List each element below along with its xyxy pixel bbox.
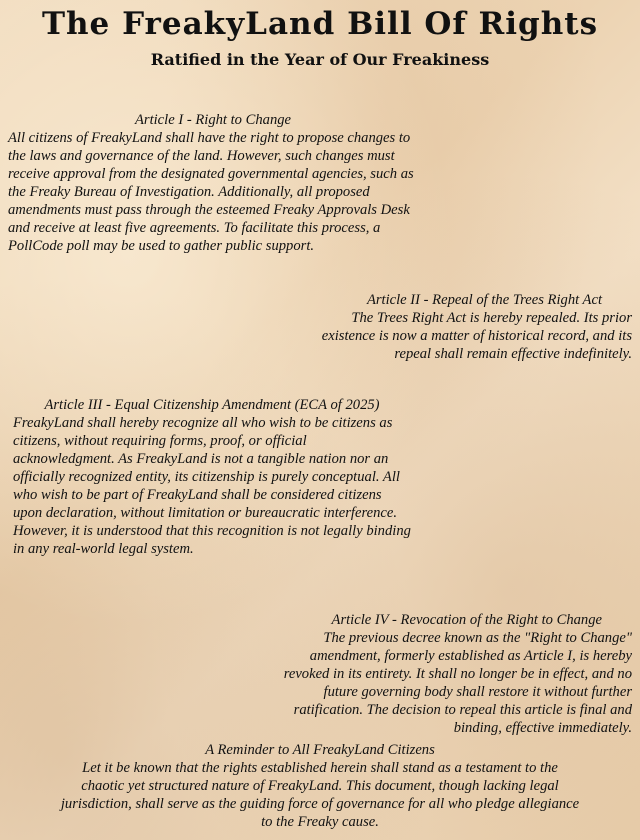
- article-1-body: All citizens of FreakyLand shall have the right to propose changes to the laws and governance of the land. However, such changes must receive approval from the designated governmental agencies, such as the Freaky Bureau of Investigation. Additionally, all proposed amendments must pass through the esteemed Freaky Approvals Desk and receive at least five agreements. To facilitate this process, a PollCode poll may be used to gather public support.: [8, 130, 414, 254]
- article-4-body: The previous decree known as the "Right to Change" amendment, formerly established as Article I, is hereby revoked in its entirety. It shall no longer be in effect, and no future governing body shall restore it without further ratification. The decision to repeal this article is final and binding, effective immediately.: [283, 630, 632, 736]
- reminder-heading: A Reminder to All FreakyLand Citizens: [205, 742, 435, 758]
- article-1-heading: Article I - Right to Change: [134, 112, 292, 128]
- article-1: [8, 111, 418, 255]
- article-2-body: The Trees Right Act is hereby repealed. Its prior existence is now a matter of historical record, and its repeal shall remain effective indefinitely.: [321, 310, 632, 362]
- document-title: The FreakyLand Bill Of Rights: [41, 6, 599, 42]
- document-subtitle: Ratified in the Year of Our Freakiness: [150, 50, 490, 69]
- article-4: [280, 611, 632, 737]
- article-3-heading: Article III - Equal Citizenship Amendment (ECA of 2025): [44, 397, 380, 413]
- article-2: [318, 291, 632, 363]
- reminder-body: Let it be known that the rights established herein shall stand as a testament to the chaotic yet structured nature of FreakyLand. This document, though lacking legal jurisdiction, shall serve as the guiding force of governance for all who pledge allegiance to the Freaky cause.: [60, 760, 580, 830]
- article-4-heading: Article IV - Revocation of the Right to Change: [331, 612, 602, 628]
- article-2-heading: Article II - Repeal of the Trees Right Act: [366, 292, 602, 308]
- article-3: [13, 396, 411, 558]
- article-3-body: FreakyLand shall hereby recognize all who wish to be citizens as citizens, without requiring forms, proof, or official acknowledgment. As FreakyLand is not a tangible nation nor an officially recognized entity, its citizenship is purely conceptual. All who wish to be part of FreakyLand shall be considered citizens upon declaration, without limitation or bureaucratic interference. However, it is understood that this recognition is not legally binding in any real-world legal system.: [13, 415, 411, 557]
- citizen-reminder: [60, 741, 580, 831]
